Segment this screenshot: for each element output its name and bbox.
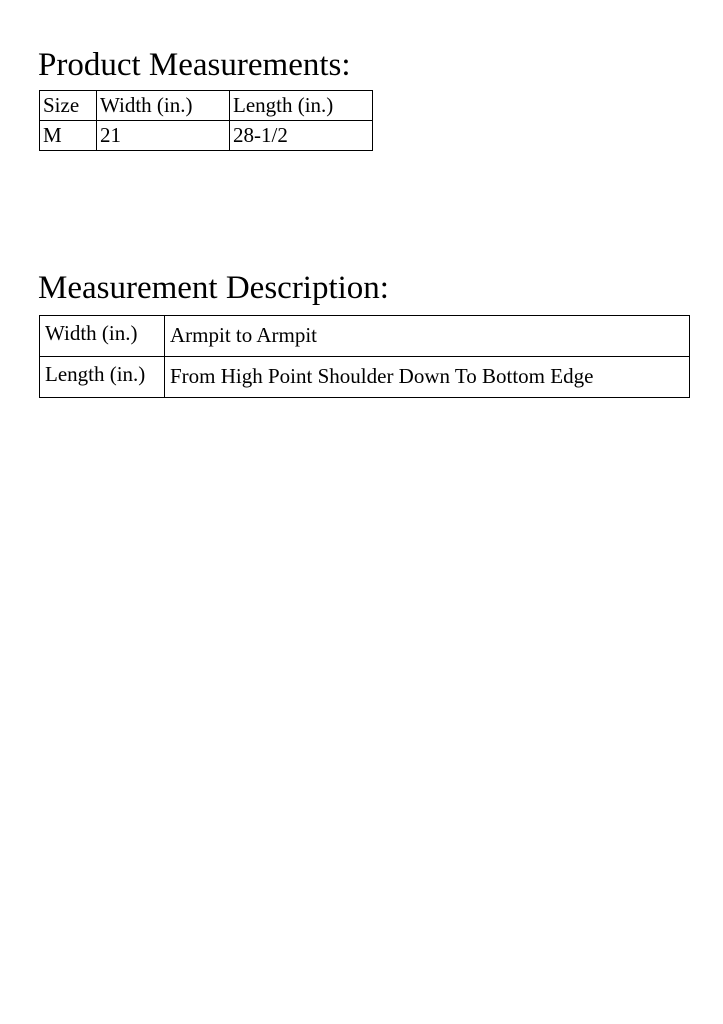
cell-measurement-label: Width (in.) xyxy=(40,316,165,357)
cell-width: 21 xyxy=(97,121,230,151)
cell-measurement-description: Armpit to Armpit xyxy=(165,316,690,357)
product-measurements-heading: Product Measurements: xyxy=(38,47,351,83)
cell-length: 28-1/2 xyxy=(230,121,373,151)
table-row xyxy=(40,316,690,357)
cell-measurement-description: From High Point Shoulder Down To Bottom Edge xyxy=(165,357,690,398)
measurement-description-heading: Measurement Description: xyxy=(38,270,389,306)
table-row xyxy=(40,121,373,151)
column-header-size: Size xyxy=(40,91,97,121)
column-header-length: Length (in.) xyxy=(230,91,373,121)
measurement-description-table xyxy=(39,315,690,398)
table-header-row xyxy=(40,91,373,121)
cell-measurement-label: Length (in.) xyxy=(40,357,165,398)
column-header-width: Width (in.) xyxy=(97,91,230,121)
cell-size: M xyxy=(40,121,97,151)
table-row xyxy=(40,357,690,398)
product-measurements-table xyxy=(39,90,373,151)
